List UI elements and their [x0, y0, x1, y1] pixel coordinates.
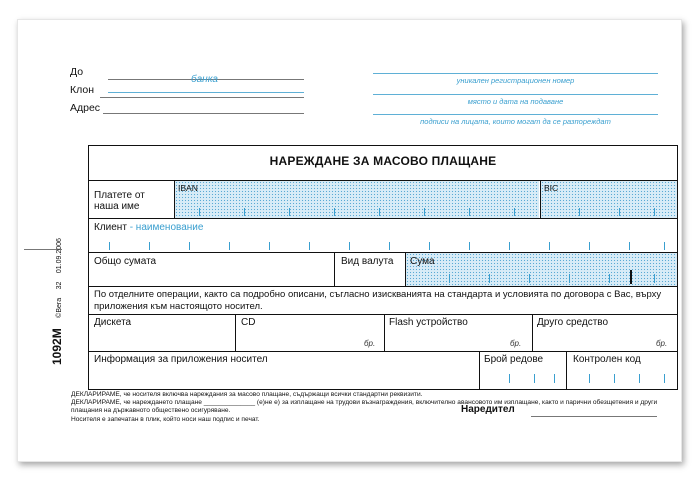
reg-number-caption: уникален регистрационен номер	[456, 76, 575, 85]
place-date-line	[373, 94, 658, 95]
payer-label: Платете от наша име	[94, 190, 145, 212]
orderer-label: Наредител	[461, 404, 515, 415]
total-label: Общо сумата	[94, 256, 157, 267]
orderer-signature-line[interactable]	[531, 416, 657, 417]
flash-label: Flash устройство	[389, 317, 468, 328]
bic-field[interactable]	[541, 181, 677, 218]
signatures-line	[373, 114, 658, 115]
control-label: Контролен код	[573, 354, 641, 365]
cd-pcs: бр.	[364, 339, 376, 348]
address-line	[103, 113, 304, 114]
info-label: Информация за приложения носител	[94, 354, 268, 365]
to-value: банка	[191, 74, 218, 85]
document-sheet	[17, 19, 682, 462]
iban-field[interactable]	[175, 181, 539, 218]
side-code-main: 1092М	[50, 328, 64, 365]
side-code	[48, 238, 66, 365]
amount-field[interactable]	[406, 253, 677, 286]
to-line-2	[108, 92, 304, 93]
side-code-num: 32	[56, 281, 63, 290]
client-label	[94, 222, 203, 233]
form-title: НАРЕЖДАНЕ ЗА МАСОВО ПЛАЩАНЕ	[269, 154, 497, 168]
side-code-date: 01.09.2006	[56, 238, 63, 274]
other-pcs: бр.	[656, 339, 668, 348]
payment-form	[88, 145, 678, 390]
cd-label: CD	[241, 317, 256, 328]
declaration-3: Носителя е запечатан в плик, който носи наш подпис и печат.	[71, 415, 260, 423]
declarations	[71, 391, 676, 424]
side-code-vega: ©Вега	[56, 297, 63, 318]
declaration-1: ДЕКЛАРИРАМЕ, че носителя включва нареждания за масово плащане, съдържащи всички стандартни реквизити.	[71, 391, 423, 398]
place-date-caption: място и дата на подаване	[467, 97, 564, 106]
reg-number-line	[373, 73, 658, 74]
rows-label: Брой редове	[484, 354, 544, 365]
iban-label: IBAN	[178, 183, 198, 193]
signatures-caption: подписи на лицата, които могат да се разпореждат	[420, 117, 611, 126]
client-sub-label: - наименование	[126, 222, 204, 233]
address-label: Адрес	[70, 102, 101, 114]
currency-label: Вид валута	[341, 256, 394, 267]
client-label-text: Клиент	[94, 222, 127, 233]
decimal-mark	[630, 270, 632, 284]
bic-label: BIC	[544, 183, 559, 193]
operations-text: По отделните операции, както са подробно описани, съгласно изискванията на стандарта и условията по договора с Вас, върху приложения към настоящото носител.	[94, 289, 662, 312]
branch-line	[100, 97, 304, 98]
declaration-2: ДЕКЛАРИРАМЕ, че нареждането плащане ______________ (е)не е) за изплащане на трудови възнаграждения, включително авансовото им изплащане, както и парични обезщетения и други плащания на държавното обществено осигуряване.	[71, 399, 658, 415]
amount-label: Сума	[410, 256, 435, 267]
disk-label: Дискета	[94, 317, 132, 328]
flash-pcs: бр.	[510, 339, 522, 348]
other-label: Друго средство	[537, 317, 609, 328]
branch-label: Клон	[70, 84, 94, 96]
to-label: До	[70, 66, 84, 78]
